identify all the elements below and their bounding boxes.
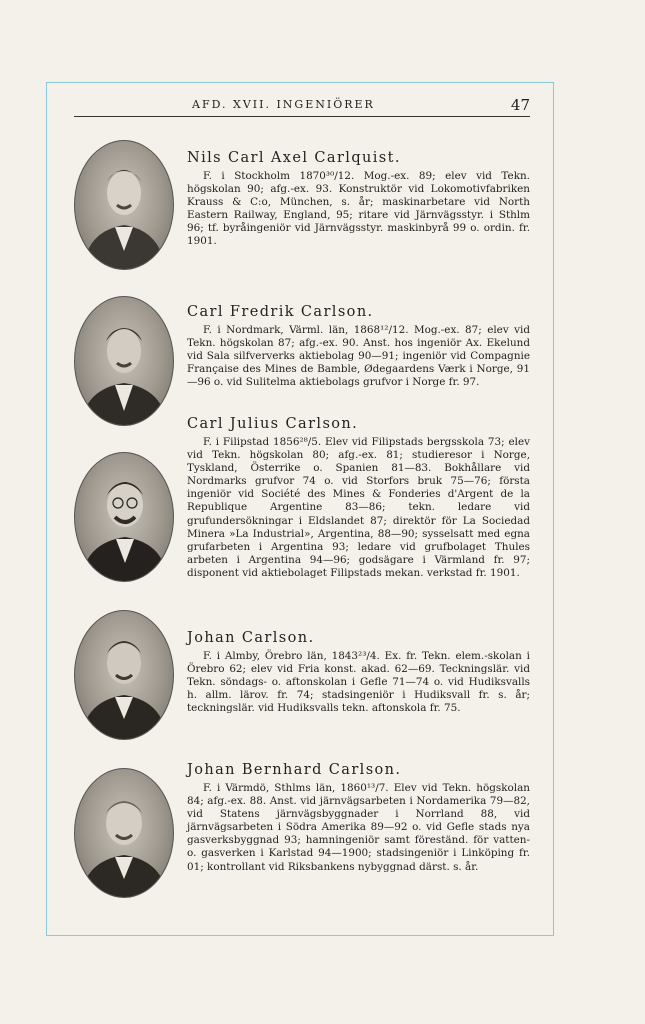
entry-text: [187, 416, 530, 580]
person-name: Nils Carl Axel Carlquist.: [187, 150, 401, 166]
portrait-photo: [74, 768, 174, 898]
running-title: AFD. XVII. INGENIÖRER: [192, 98, 375, 111]
person-biography: F. i Stockholm 1870³⁰/12. Mog.-ex. 89; elev vid Tekn. högskolan 90; afg.-ex. 93. Konstruktör vid Lokomotivfabriken Krauss & C:o, München, s. år; maskinarbetare vid North Eastern Railway, England, 95; ritare vid Järnvägsstyr. i Sthlm 96; tf. byråingeniör vid Järnvägsstyr. maskinbyrå 99 o. ordin. fr. 1901.: [187, 170, 530, 248]
entry-text: [187, 150, 530, 249]
person-biography: F. i Värmdö, Sthlms län, 1860¹³/7. Elev vid Tekn. högskolan 84; afg.-ex. 88. Anst. vid järnvägsarbeten i Nordamerika 79—82, vid Statens järnvägsbyggnader i Norrland 88, vid järnvägsarbeten i Södra Amerika 89—92 o. vid Gefle stads nya gasverksbyggnad 93; hamningeniör samt föreständ. för vatten- o. gasverken i Karlstad 94—1900; stadsingeniör i Linköping fr. 01; kontrollant vid Riksbankens nybyggnad därst. s. år.: [187, 782, 530, 873]
person-name: Johan Bernhard Carlson.: [187, 762, 402, 778]
portrait-photo: [74, 452, 174, 582]
entry-text: [187, 762, 530, 874]
entry-text: [187, 304, 530, 389]
portrait-photo: [74, 296, 174, 426]
person-name: Carl Fredrik Carlson.: [187, 304, 374, 320]
person-biography: F. i Filipstad 1856²⁸/5. Elev vid Filipstads bergsskola 73; elev vid Tekn. högskolan 80; afg.-ex. 81; studieresor i Norge, Tyskland, Österrike o. Spanien 81—83. Bokhållare vid Nordmarks grufvor 74 o. vid Storfors bruk 75—76; första ingeniör vid Société des Mines & Fonderies d'Argent de la Republique Argentine 83—86; tekn. ledare vid grufundersökningar i Eldslandet 87; direktör för La Sociedad Minera »La Industrial», Argentina, 88—90; sysselsatt med egna grufarbeten i Argentina 93; ledare vid grufbolaget Thules arbeten i Argentina 94—96; godsägare i Värmland fr. 97; disponent vid aktiebolaget Filipstads mekan. verkstad fr. 1901.: [187, 436, 530, 579]
entry-text: [187, 630, 530, 715]
person-biography: F. i Nordmark, Värml. län, 1868¹²/12. Mog.-ex. 87; elev vid Tekn. högskolan 87; afg.-ex. 90. Anst. hos ingeniör Ax. Ekelund vid Sala silfververks aktiebolag 90—91; ingeniör vid Compagnie Française des Mines de Bamble, Ødegaardens Værk i Norge, 91—96 o. vid Sulitelma aktiebolags grufvor i Norge fr. 97.: [187, 324, 530, 389]
person-name: Carl Julius Carlson.: [187, 416, 359, 432]
portrait-photo: [74, 610, 174, 740]
page-header: [74, 96, 530, 117]
person-biography: F. i Almby, Örebro län, 1843²³/4. Ex. fr. Tekn. elem.-skolan i Örebro 62; elev vid Fria konst. akad. 62—69. Teckningslär. vid Tekn. söndags- o. aftonskolan i Gefle 71—74 o. vid Hudiksvalls h. allm. lärov. fr. 74; stadsingeniör i Hudiksvall fr. s. år; teckningslär. vid Hudiksvalls tekn. aftonskola fr. 75.: [187, 650, 530, 715]
person-name: Johan Carlson.: [187, 630, 315, 646]
page-number: 47: [510, 96, 530, 114]
portrait-photo: [74, 140, 174, 270]
